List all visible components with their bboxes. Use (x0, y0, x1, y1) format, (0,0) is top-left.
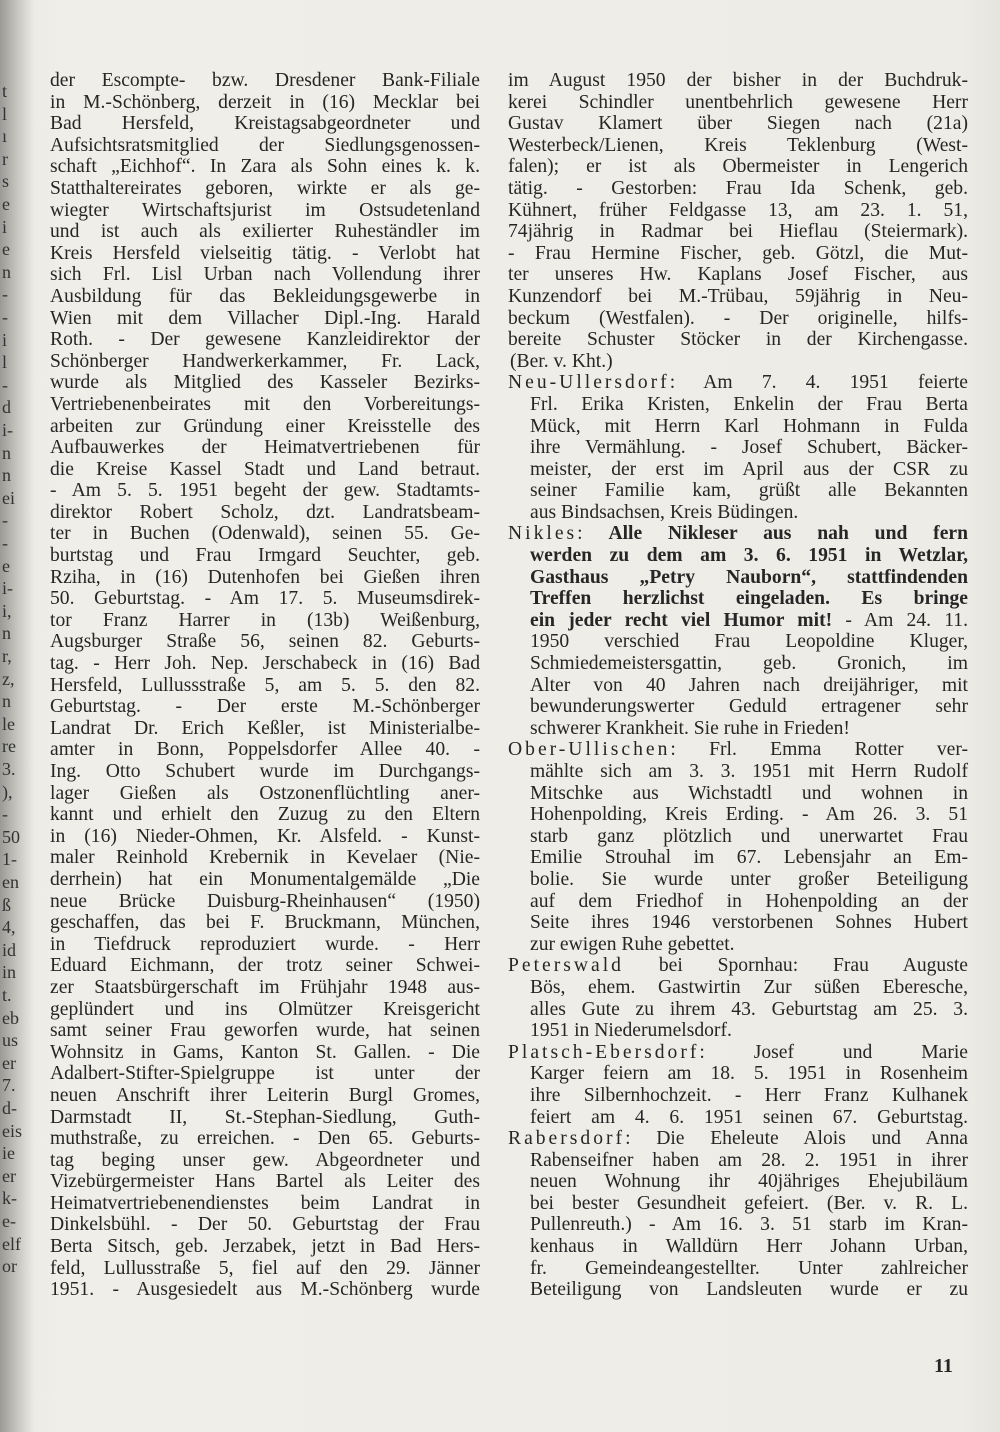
text-run: feiert am 4. 6. 1951 seinen 67. Geburtstag. (530, 1106, 968, 1128)
gutter-fragment: n (2, 465, 11, 486)
text-line: direktor Robert Scholz, dzt. Landratsbeam- (50, 501, 480, 523)
gutter-fragment: s (2, 171, 10, 192)
text-line (508, 351, 968, 373)
text-line: Roth. - Der gewesene Kanzleidirektor der (50, 329, 480, 351)
text-run: ihre Vermählung. - Josef Schubert, Bäcker- (530, 437, 968, 459)
text-line (508, 675, 968, 697)
gutter-fragment: e (2, 194, 10, 214)
text-line: Bad Hersfeld, Kreistagsabgeordneter und (50, 113, 480, 135)
text-run: alles Gute zu ihrem 43. Geburtstag am 25. 3. (530, 998, 968, 1020)
text-line: und ist auch als exilierter Ruheständler im (50, 221, 480, 243)
text-run: kenhaus in Walldürn Herr Johann Urban, (530, 1236, 968, 1258)
text-line: Augsburger Straße 56, seinen 82. Geburts- (50, 631, 480, 653)
text-run: : (577, 523, 609, 545)
gutter-fragment: ß (2, 894, 11, 915)
gutter-fragment: i- (2, 420, 13, 440)
gutter-fragment: - (2, 510, 8, 531)
place-heading: Rabersdorf (508, 1128, 626, 1150)
text-line (508, 739, 968, 761)
gutter-fragment: id (2, 939, 17, 960)
text-line (508, 804, 968, 826)
text-line: Adalbert-Stifter-Spielgruppe ist unter der (50, 1063, 480, 1085)
text-line: Statthaltereirates geboren, wirkte er als ge- (50, 177, 480, 199)
place-heading: Peterswald (508, 955, 624, 977)
gutter-fragment: n (2, 261, 11, 282)
gutter-fragment: - (2, 374, 8, 395)
text-line: neuen Anschrift ihrer Leiterin Burgl Gromes, (50, 1084, 480, 1106)
text-run: - Am 24. 11. (832, 609, 968, 631)
gutter-fragment: re (2, 736, 16, 757)
text-run: seiner Familie kam, grüßt alle Bekannten (530, 480, 968, 502)
place-heading: Nikles (508, 523, 578, 545)
text-line (508, 955, 968, 977)
text-run: meister, der erst im April aus der CSR zu (530, 458, 968, 480)
gutter-fragment: n (2, 623, 11, 644)
text-line: Aufsichtsratsmitglied der Siedlungsgenossen- (50, 134, 480, 156)
right-column (508, 70, 968, 1301)
text-line: Berta Sitsch, geb. Jerzabek, jetzt in Bad Hers- (50, 1236, 480, 1258)
gutter-fragment: - (2, 533, 8, 553)
bold-text: werden zu dem am 3. 6. 1951 in Wetzlar, (530, 545, 968, 567)
text-line (508, 869, 968, 891)
gutter-fragment: r, (2, 646, 12, 666)
text-run: fr. Gemeindeangestellter. Unter zahlreicher (530, 1257, 968, 1279)
text-line (508, 329, 968, 351)
text-line (508, 437, 968, 459)
text-line (508, 977, 968, 999)
text-run: bereite Schuster Stöcker in der Kirchengasse. (508, 329, 968, 351)
text-run: bei bester Gesundheit gefeiert. (Ber. v. R. L. (530, 1192, 968, 1214)
text-line (508, 934, 968, 956)
text-line (508, 1063, 968, 1085)
text-line: schaft „Eichhof“. In Zara als Sohn eines k. k. (50, 156, 480, 178)
text-line (508, 243, 968, 265)
text-line: tor Franz Harrer in (13b) Weißenburg, (50, 609, 480, 631)
text-run: : Am 7. 4. 1951 feierte (669, 372, 968, 394)
text-line: der Escompte- bzw. Dresdener Bank-Filiale (50, 70, 480, 91)
text-line (508, 826, 968, 848)
text-line (508, 847, 968, 869)
gutter-fragment: t. (2, 985, 12, 1005)
text-line: geschaffen, das bei F. Bruckmann, München, (50, 912, 480, 934)
text-line: Kreis Hersfeld vielseitig tätig. - Verlobt hat (50, 242, 480, 264)
text-run: schwerer Krankheit. Sie ruhe in Frieden! (530, 717, 850, 739)
text-line: die Kreise Kassel Stadt und Land betraut. (50, 458, 480, 480)
text-line: neue Brücke Duisburg-Rheinhausen“ (1950) (50, 890, 480, 912)
gutter-fragment: d- (2, 1098, 17, 1118)
text-line (508, 1171, 968, 1193)
text-run: Schmiedemeistersgattin, geb. Gronich, im (530, 653, 968, 675)
gutter-fragment: r (2, 148, 8, 169)
text-line: Landrat Dr. Erich Keßler, ist Ministerialbe- (50, 717, 480, 739)
text-line: wurde als Mitglied des Kasseler Bezirks- (50, 372, 480, 394)
text-line: Eduard Eichmann, der trotz seiner Schwei- (50, 955, 480, 977)
text-line (508, 1258, 968, 1280)
gutter-fragment: n (2, 691, 11, 712)
text-line: in M.-Schönberg, derzeit in (16) Mecklar bei (50, 91, 480, 113)
text-line: Ing. Otto Schubert wurde im Durchgangs- (50, 761, 480, 782)
text-line (508, 92, 968, 114)
text-run: falen); er ist als Obermeister in Lengerich (508, 156, 968, 178)
text-line: Darmstadt II, St.-Stephan-Siedlung, Guth- (50, 1106, 480, 1128)
text-line (508, 631, 968, 653)
text-line: wiegter Wirtschaftsjurist im Ostsudetenland (50, 199, 480, 221)
text-run: bei Spornhau: Frau Auguste (623, 955, 968, 977)
text-line: - Am 5. 5. 1951 begeht der gew. Stadtamts- (50, 480, 480, 502)
gutter-fragment: e- (2, 1211, 16, 1231)
gutter-fragment: us (2, 1030, 19, 1051)
text-line (508, 308, 968, 330)
text-run: Mitschke aus Wichstadtl und wohnen in (530, 782, 968, 804)
text-run: : Frl. Emma Rotter ver- (670, 739, 968, 761)
text-run: ihre Silbernhochzeit. - Herr Franz Kulhanek (530, 1084, 968, 1106)
text-line: Dinkelsbühl. - Der 50. Geburtstag der Frau (50, 1214, 480, 1236)
text-run: auf dem Friedhof in Hohenpolding an der (530, 890, 968, 912)
bold-text: Alle Nikleser aus nah und fern (608, 523, 968, 545)
gutter-fragment: ei (2, 487, 15, 508)
gutter-fragment: - (2, 804, 8, 825)
text-line: 50. Geburtstag. - Am 17. 5. Museumsdirek- (50, 588, 480, 610)
text-line: Vizebürgermeister Hans Bartel als Leiter des (50, 1171, 480, 1193)
bold-text: ein jeder recht viel Humor mit! (530, 609, 833, 631)
text-line: Aufbauwerkes der Heimatvertriebenen für (50, 437, 480, 459)
gutter-fragment: er (2, 1052, 16, 1073)
text-run: Hohenpolding, Kreis Erding. - Am 26. 3. 51 (530, 804, 968, 826)
text-line: derrhein) hat ein Monumentalgemälde „Die (50, 868, 480, 890)
place-heading: Neu-Ullersdorf (508, 372, 670, 394)
text-line: Wien mit dem Villacher Dipl.-Ing. Harald (50, 307, 480, 329)
text-line (508, 178, 968, 200)
text-line: tag. - Herr Joh. Nep. Jerschabeck in (16) Bad (50, 653, 480, 675)
text-line (508, 1150, 968, 1172)
gutter-fragment: n (2, 442, 11, 463)
text-line (508, 1042, 968, 1064)
text-line (508, 1193, 968, 1215)
text-run: 1950 verschied Frau Leopoldine Kluger, (530, 631, 968, 653)
gutter-fragment: l (2, 103, 8, 124)
text-line: maler Reinhold Krebernik in Kevelaer (Nie- (50, 847, 480, 869)
gutter-fragment: l (2, 352, 8, 373)
text-line (508, 1279, 968, 1301)
gutter-fragment: 7. (2, 1075, 16, 1096)
text-line (508, 135, 968, 157)
text-line (508, 567, 968, 589)
text-line: Vertriebenenbeirates mit den Vorbereitungs- (50, 393, 480, 415)
text-line (508, 221, 968, 243)
text-line (508, 588, 968, 610)
gutter-fragment: d (2, 397, 11, 418)
gutter-fragment: er (2, 1165, 16, 1186)
gutter-fragment: e (2, 555, 10, 576)
text-run: Beteiligung von Landsleuten wurde er zu (530, 1279, 968, 1301)
gutter-fragment: en (2, 872, 19, 892)
text-line: lager Gießen als Ostzonenflüchtling aner- (50, 782, 480, 804)
text-line (508, 891, 968, 913)
gutter-fragment: t (2, 81, 8, 101)
text-line: in Tiefdruck reproduziert wurde. - Herr (50, 933, 480, 955)
text-run: kerei Schindler unentbehrlich gewesene Herr (508, 91, 968, 113)
text-run: Frl. Erika Kristen, Enkelin der Frau Berta (530, 393, 968, 415)
text-line (508, 372, 968, 394)
text-line (508, 912, 968, 934)
text-line: sich Frl. Lisl Urban nach Vollendung ihrer (50, 264, 480, 286)
text-run: Seite ihres 1946 verstorbenen Sohnes Hubert (530, 912, 968, 934)
text-line (508, 502, 968, 524)
text-line: Hersfeld, Lullussstraße 5, am 5. 5. den 82. (50, 674, 480, 696)
text-line: Ausbildung für das Bekleidungsgewerbe in (50, 285, 480, 307)
gutter-fragment: i (2, 216, 8, 237)
place-heading: Platsch-Ebersdorf (508, 1041, 700, 1063)
text-line: Heimatvertriebenendienstes beim Landrat in (50, 1192, 480, 1214)
gutter-fragment: le (2, 713, 15, 734)
gutter-fragment: i, (2, 600, 12, 621)
text-run: Alter von 40 Jahren nach dreijähriger, mit (530, 674, 968, 696)
text-run: bewunderungswerter Geduld ertragener sehr (530, 696, 968, 718)
text-line (508, 480, 968, 502)
text-run: Kunzendorf bei M.-Trübau, 59jährig in Neu- (508, 285, 968, 307)
gutter-fragment: in (2, 962, 17, 983)
text-line (508, 783, 968, 805)
text-line (508, 1214, 968, 1236)
text-line (508, 70, 968, 92)
text-line: muthstraße, zu erreichen. - Den 65. Geburts- (50, 1128, 480, 1150)
text-run: Bös, ehem. Gastwirtin Zur süßen Eberesche, (530, 976, 968, 998)
text-line (508, 1020, 968, 1042)
text-line (508, 653, 968, 675)
text-line (508, 999, 968, 1021)
gutter-fragment: ie (2, 1143, 15, 1164)
text-line (508, 459, 968, 481)
text-line (508, 1107, 968, 1129)
text-run: : Josef und Marie (699, 1041, 968, 1063)
text-run: Westerbeck/Lienen, Kreis Teklenburg (West- (508, 134, 968, 156)
text-line: Geburtstag. - Der erste M.-Schönberger (50, 696, 480, 718)
text-line: 1951. - Ausgesiedelt aus M.-Schönberg wurde (50, 1279, 480, 1301)
text-run: Karger feiern am 18. 5. 1951 in Rosenheim (530, 1063, 968, 1085)
text-run: starb ganz plötzlich und unerwartet Frau (530, 825, 968, 847)
gutter-fragment: z, (2, 668, 15, 689)
text-line: geplündert und ins Olmützer Kreisgericht (50, 998, 480, 1020)
text-line (508, 761, 968, 783)
text-line (508, 200, 968, 222)
text-run: tätig. - Gestorben: Frau Ida Schenk, geb. (508, 177, 968, 199)
text-run: aus Bindsachsen, Kreis Büdingen. (530, 501, 799, 523)
text-run: : Die Eheleute Alois und Anna (625, 1128, 968, 1150)
text-run: Gustav Klamert über Siegen nach (21a) (508, 113, 968, 135)
text-line (508, 1128, 968, 1150)
text-line: amter in Bonn, Poppelsdorfer Allee 40. - (50, 739, 480, 761)
text-run: Rabenseifner haben am 28. 2. 1951 in ihrer (530, 1149, 968, 1171)
text-run: - Frau Hermine Fischer, geb. Götzl, die Mut- (508, 242, 968, 264)
gutter-fragment: i- (2, 578, 13, 599)
text-run: (Ber. v. Kht.) (510, 350, 613, 372)
text-line: in (16) Nieder-Ohmen, Kr. Alsfeld. - Kunst- (50, 825, 480, 847)
text-run: neuen Wohnung ihr 40jähriges Ehejubiläum (530, 1171, 968, 1193)
text-line: Rziha, in (16) Dutenhofen bei Gießen ihren (50, 566, 480, 588)
text-line (508, 286, 968, 308)
text-line (508, 610, 968, 632)
text-line: Schönberger Handwerkerkammer, Fr. Lack, (50, 350, 480, 372)
text-line (508, 1085, 968, 1107)
text-line: ter in Buchen (Odenwald), seinen 55. Ge- (50, 523, 480, 545)
text-line (508, 264, 968, 286)
text-line: samt seiner Frau geworfen wurde, hat seinen (50, 1020, 480, 1042)
text-run: Kühnert, früher Feldgasse 13, am 23. 1. 51, (508, 199, 968, 221)
text-run: mählte sich am 3. 3. 1951 mit Herrn Rudolf (530, 761, 968, 782)
place-heading: Ober-Ullischen (508, 739, 671, 761)
gutter-fragment: eb (2, 1007, 19, 1028)
text-line (508, 545, 968, 567)
text-run: ter unseres Hw. Kaplans Josef Fischer, aus (508, 264, 968, 286)
text-line: Wohnsitz in Gams, Kanton St. Gallen. - Die (50, 1041, 480, 1063)
adjacent-page-edge (0, 0, 30, 1432)
text-line (508, 156, 968, 178)
gutter-fragment: k- (2, 1188, 17, 1209)
text-line: arbeiten zur Gründung einer Kreisstelle des (50, 415, 480, 437)
text-run: beckum (Westfalen). - Der originelle, hilfs- (508, 307, 968, 329)
gutter-fragment: i (2, 329, 8, 350)
gutter-fragment: - (2, 307, 8, 327)
gutter-fragment: elf (2, 1233, 21, 1254)
text-line (508, 523, 968, 545)
text-run: Pullenreuth.) - Am 16. 3. 51 starb im Kran- (530, 1214, 968, 1236)
page-number: 11 (934, 1355, 953, 1377)
text-line (508, 1236, 968, 1258)
text-line: burtstag und Frau Irmgard Seuchter, geb. (50, 545, 480, 567)
text-run: 74jährig in Radmar bei Hieflau (Steiermark). (508, 221, 968, 243)
gutter-fragment: 4, (2, 917, 16, 938)
gutter-fragment: - (2, 284, 8, 305)
text-line (508, 696, 968, 718)
text-run: im August 1950 der bisher in der Buchdruk- (508, 70, 968, 91)
text-line (508, 416, 968, 438)
text-run: 1951 in Niederumelsdorf. (530, 1020, 732, 1042)
text-line: tag beging unser gew. Abgeordneter und (50, 1149, 480, 1171)
gutter-fragment: ı (2, 126, 8, 147)
gutter-fragment: 50 (2, 826, 20, 847)
bold-text: Treffen herzlichst eingeladen. Es bringe (530, 588, 968, 610)
gutter-fragment: or (2, 1256, 17, 1277)
text-line: kannt und erhielt den Zuzug zu den Eltern (50, 804, 480, 826)
text-run: Mück, mit Herrn Karl Hohmann in Fulda (530, 415, 968, 437)
gutter-fragment: e (2, 239, 10, 260)
text-line (508, 113, 968, 135)
text-line (508, 394, 968, 416)
gutter-fragment: ), (2, 781, 13, 802)
bold-text: Gasthaus „Petry Nauborn“, stattfindenden (530, 566, 968, 588)
text-line: feld, Lullusstraße 5, fiel auf den 29. Jänner (50, 1257, 480, 1279)
text-line (508, 718, 968, 740)
text-run: zur ewigen Ruhe gebettet. (530, 933, 735, 955)
text-run: Emilie Strouhal im 67. Lebensjahr an Em- (530, 847, 968, 869)
gutter-fragment: 1- (2, 849, 17, 870)
gutter-fragment: 3. (2, 759, 16, 779)
left-column (50, 70, 480, 1301)
gutter-fragment: eis (2, 1120, 22, 1141)
text-run: bolie. Sie wurde unter großer Beteiligung (530, 868, 968, 890)
text-line: zer Staatsbürgerschaft im Frühjahr 1948 aus- (50, 976, 480, 998)
